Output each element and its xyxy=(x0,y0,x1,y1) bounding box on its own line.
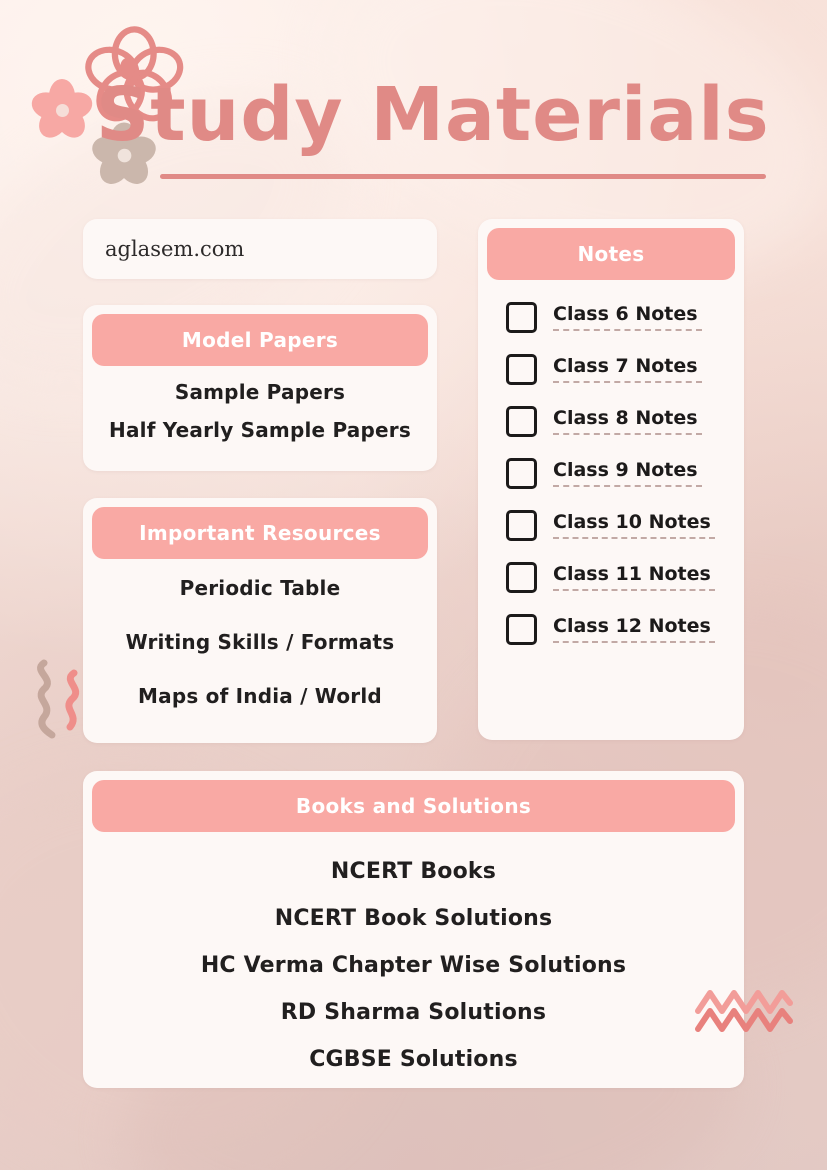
dashed-rule xyxy=(553,589,715,591)
list-item[interactable]: Writing Skills / Formats xyxy=(125,630,395,654)
books-and-solutions-list xyxy=(83,859,744,1094)
checkbox-icon[interactable] xyxy=(506,458,537,489)
books-and-solutions-card xyxy=(83,771,744,1088)
dashed-rule xyxy=(553,329,702,331)
important-resources-card xyxy=(83,498,437,743)
model-papers-heading: Model Papers xyxy=(92,314,428,366)
list-item[interactable]: Sample Papers xyxy=(174,380,346,404)
website-url-text: aglasem.com xyxy=(105,237,245,261)
note-label: Class 7 Notes xyxy=(553,355,698,377)
website-url-card[interactable] xyxy=(83,219,437,279)
note-label: Class 6 Notes xyxy=(553,303,698,325)
list-item[interactable] xyxy=(478,499,744,551)
note-label-wrap xyxy=(553,615,711,643)
checkbox-icon[interactable] xyxy=(506,510,537,541)
note-label-wrap xyxy=(553,303,698,331)
books-and-solutions-heading: Books and Solutions xyxy=(92,780,735,832)
dashed-rule xyxy=(553,381,702,383)
checkbox-icon[interactable] xyxy=(506,302,537,333)
note-label-wrap xyxy=(553,563,711,591)
important-resources-heading: Important Resources xyxy=(92,507,428,559)
list-item[interactable]: HC Verma Chapter Wise Solutions xyxy=(200,953,627,978)
important-resources-list xyxy=(83,576,437,738)
page-title: Study Materials xyxy=(96,72,770,158)
list-item[interactable] xyxy=(478,551,744,603)
list-item[interactable] xyxy=(478,291,744,343)
note-label: Class 8 Notes xyxy=(553,407,698,429)
dashed-rule xyxy=(553,485,702,487)
checkbox-icon[interactable] xyxy=(506,614,537,645)
model-papers-card xyxy=(83,305,437,471)
dashed-rule xyxy=(553,433,702,435)
checkbox-icon[interactable] xyxy=(506,406,537,437)
note-label-wrap xyxy=(553,459,698,487)
list-item[interactable]: Maps of India / World xyxy=(138,684,382,708)
dashed-rule xyxy=(553,641,715,643)
notes-card xyxy=(478,219,744,740)
poster-header xyxy=(0,0,827,200)
list-item[interactable] xyxy=(478,343,744,395)
note-label-wrap xyxy=(553,355,698,383)
note-label: Class 11 Notes xyxy=(553,563,711,585)
dashed-rule xyxy=(553,537,715,539)
squiggle-icon xyxy=(30,655,110,745)
zigzag-icon xyxy=(694,985,794,1037)
list-item[interactable] xyxy=(478,603,744,655)
list-item[interactable]: NCERT Book Solutions xyxy=(274,906,553,931)
notes-list xyxy=(478,291,744,655)
note-label-wrap xyxy=(553,511,711,539)
list-item[interactable]: CGBSE Solutions xyxy=(309,1047,518,1072)
note-label: Class 9 Notes xyxy=(553,459,698,481)
list-item[interactable] xyxy=(478,395,744,447)
model-papers-list xyxy=(83,380,437,456)
list-item[interactable] xyxy=(478,447,744,499)
list-item[interactable]: Half Yearly Sample Papers xyxy=(109,418,411,442)
notes-heading: Notes xyxy=(487,228,735,280)
list-item[interactable]: RD Sharma Solutions xyxy=(280,1000,547,1025)
title-underline xyxy=(160,174,766,179)
list-item[interactable]: Periodic Table xyxy=(179,576,341,600)
checkbox-icon[interactable] xyxy=(506,562,537,593)
note-label: Class 10 Notes xyxy=(553,511,711,533)
note-label: Class 12 Notes xyxy=(553,615,711,637)
checkbox-icon[interactable] xyxy=(506,354,537,385)
note-label-wrap xyxy=(553,407,698,435)
list-item[interactable]: NCERT Books xyxy=(330,859,497,884)
